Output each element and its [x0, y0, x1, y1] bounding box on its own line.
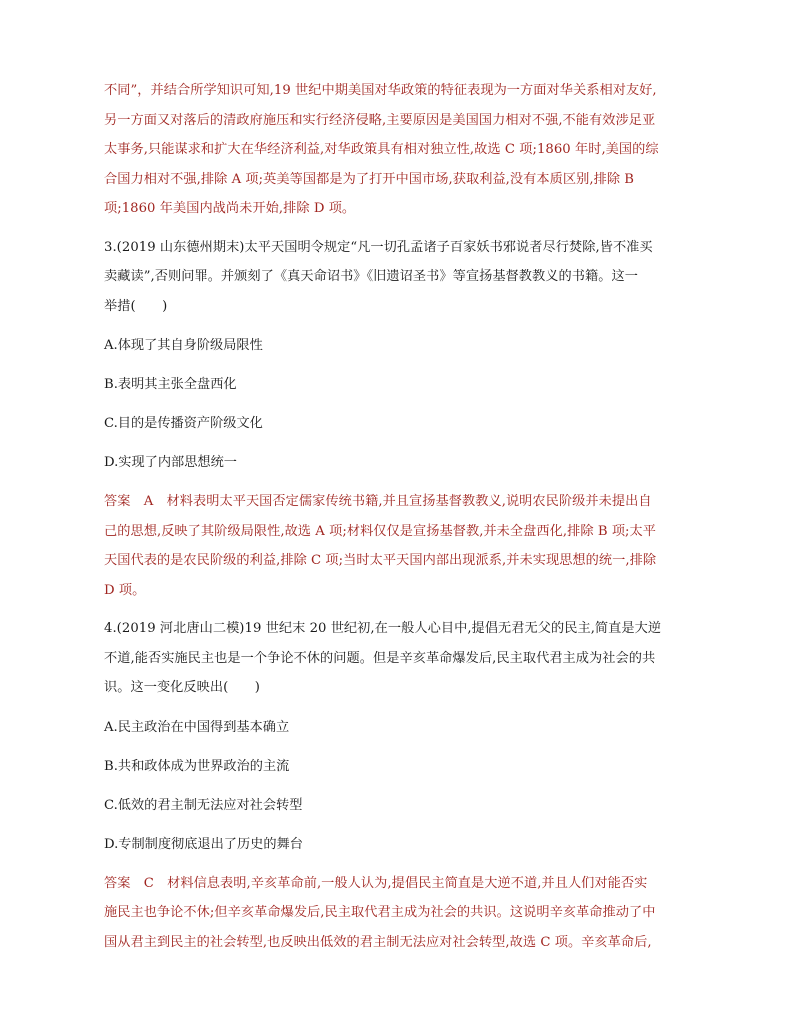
answer-line: 太事务,只能谋求和扩大在华经济利益,对华政策具有相对独立性,故选 C 项;1860 年时,美国的综	[104, 142, 659, 157]
answer-line: 答案 A 材料表明太平天国否定儒家传统书籍,并且宣扬基督教教义,说明农民阶级并未提出自	[104, 494, 652, 509]
option-b: B.共和政体成为世界政治的主流	[104, 758, 290, 774]
answer-4	[104, 869, 694, 958]
question-4-options	[104, 708, 694, 864]
option-d: D.实现了内部思想统一	[104, 455, 237, 470]
option-b: B.表明其主张全盘西化	[104, 377, 237, 392]
question-4-stem	[104, 614, 694, 703]
question-line: 不道,能否实施民主也是一个争论不休的问题。但是辛亥革命爆发后,民主取代君主成为社会的共	[104, 650, 656, 666]
option-a: A.体现了其自身阶级局限性	[104, 338, 263, 353]
answer-line: 国从君主到民主的社会转型,也反映出低效的君主制无法应对社会转型,故选 C 项。辛亥革命后,	[104, 934, 652, 950]
option-c: C.目的是传播资产阶级文化	[104, 416, 263, 431]
question-3-options	[104, 326, 694, 482]
document-page	[104, 76, 694, 957]
answer-line: 另一方面又对落后的清政府施压和实行经济侵略,主要原因是美国国力相对不强,不能有效涉足亚	[104, 112, 656, 128]
answer-3	[104, 487, 694, 605]
answer-line: D 项。	[104, 582, 146, 598]
option-c: C.低效的君主制无法应对社会转型	[104, 797, 303, 813]
question-3-stem	[104, 233, 694, 322]
question-line: 4.(2019 河北唐山二模)19 世纪末 20 世纪初,在一般人心目中,提倡无君无父的民主,简直是大逆	[104, 621, 662, 636]
option-d: D.专制制度彻底退出了历史的舞台	[104, 836, 303, 852]
answer-2-continuation	[104, 76, 694, 224]
question-line: 卖藏读”,否则问罪。并颁刻了《真天命诏书》《旧遗诏圣书》等宣扬基督教教义的书籍。这一	[104, 269, 638, 284]
question-line: 3.(2019 山东德州期末)太平天国明令规定“凡一切孔孟诸子百家妖书邪说者尽行焚除,皆不准买	[104, 239, 653, 255]
option-a: A.民主政治在中国得到基本确立	[104, 719, 290, 735]
answer-line: 己的思想,反映了其阶级局限性,故选 A 项;材料仅仅是宣扬基督教,并未全盘西化,排除 B 项;太平	[104, 523, 657, 539]
answer-line: 天国代表的是农民阶级的利益,排除 C 项;当时太平天国内部出现派系,并未实现思想的统一,排除	[104, 553, 657, 568]
answer-line: 不同”，并结合所学知识可知,19 世纪中期美国对华政策的特征表现为一方面对华关系相对友好,	[104, 83, 657, 98]
answer-line: 项;1860 年美国内战尚未开始,排除 D 项。	[104, 201, 356, 216]
answer-line: 答案 C 材料信息表明,辛亥革命前,一般人认为,提倡民主简直是大逆不道,并且人们对能否实	[104, 875, 648, 891]
answer-line: 施民主也争论不休;但辛亥革命爆发后,民主取代君主成为社会的共识。这说明辛亥革命推动了中	[104, 905, 656, 920]
question-line: 识。这一变化反映出( )	[104, 680, 261, 695]
question-line: 举措( )	[104, 298, 168, 314]
answer-line: 合国力相对不强,排除 A 项;英美等国都是为了打开中国市场,获取利益,没有本质区别,排除 B	[104, 171, 635, 187]
